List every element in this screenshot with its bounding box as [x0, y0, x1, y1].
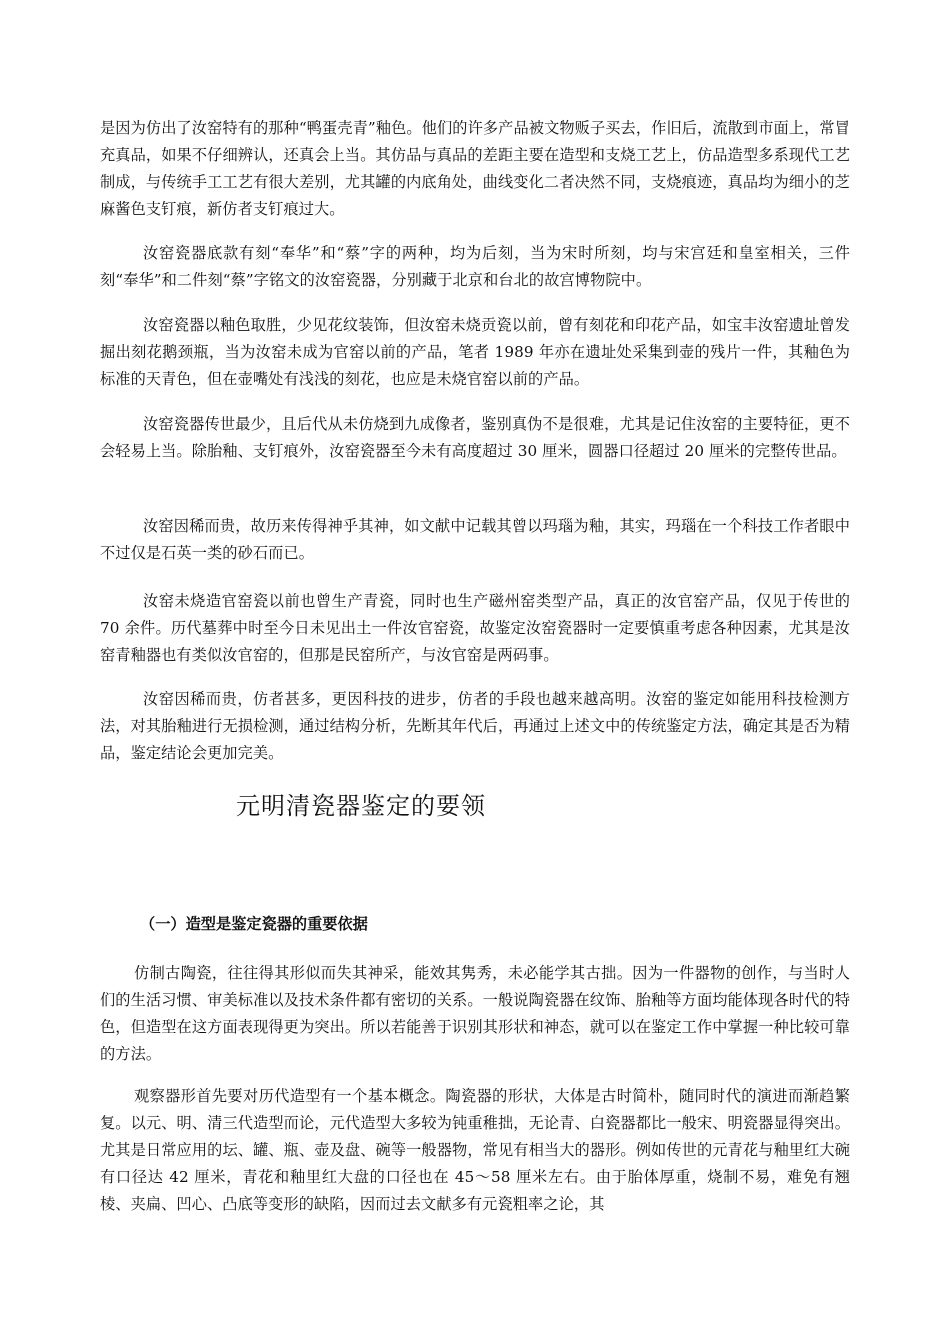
section-paragraph-1: 仿制古陶瓷，往往得其形似而失其神采，能效其隽秀，未必能学其古拙。因为一件器物的创作，与当时人们的生活习惯、审美标准以及技术条件都有密切的关系。一般说陶瓷器在纹饰、胎釉等方面均能体现各时代的特色，但造型在这方面表现得更为突出。所以若能善于识别其形状和神态，就可以在鉴定工作中掌握一种比较可靠的方法。: [100, 964, 850, 1063]
paragraph-5: 汝窑因稀而贵，故历来传得神乎其神，如文献中记载其曾以玛瑙为釉，其实，玛瑙在一个科技工作者眼中不过仅是石英一类的砂石而已。: [100, 517, 850, 562]
paragraph-2: 汝窑瓷器底款有刻“奉华”和“蔡”字的两种，均为后刻，当为宋时所刻，均与宋宫廷和皇室相关，三件刻“奉华”和二件刻“蔡”字铭文的汝窑瓷器，分别藏于北京和台北的故宫博物院中。: [100, 244, 850, 289]
section-paragraph-2: 观察器形首先要对历代造型有一个基本概念。陶瓷器的形状，大体是古时简朴，随同时代的演进而渐趋繁复。以元、明、清三代造型而论，元代造型大多较为钝重稚拙，无论青、白瓷器都比一般宋、明瓷器显得突出。尤其是日常应用的坛、罐、瓶、壶及盘、碗等一般器物，常见有相当大的器形。例如传世的元青花与釉里红大碗有口径达 42 厘米，青花和釉里红大盘的口径也在 45～58 厘米左右。由于胎体厚重，烧制不易，难免有翘棱、夹扁、凹心、凸底等变形的缺陷，因而过去文献多有元瓷粗率之论，其: [100, 1087, 850, 1213]
paragraph-6: 汝窑未烧造官窑瓷以前也曾生产青瓷，同时也生产磁州窑类型产品，真正的汝官窑产品，仅见于传世的 70 余件。历代墓葬中时至今日未见出土一件汝官窑瓷，故鉴定汝窑瓷器时一定要慎重考虑各种因素，尤其是汝窑青釉器也有类似汝官窑的，但那是民窑所产，与汝官窑是两码事。: [100, 592, 850, 664]
section-title: 元明清瓷器鉴定的要领: [236, 792, 486, 820]
paragraph-3: 汝窑瓷器以釉色取胜，少见花纹装饰，但汝窑未烧贡瓷以前，曾有刻花和印花产品，如宝丰汝窑遗址曾发掘出刻花鹅颈瓶，当为汝窑未成为官窑以前的产品，笔者 1989 年亦在遗址处采集到壶的残片一件，其釉色为标准的天青色，但在壶嘴处有浅浅的刻花，也应是未烧官窑以前的产品。: [100, 316, 850, 388]
paragraph-7: 汝窑因稀而贵，仿者甚多，更因科技的进步，仿者的手段也越来越高明。汝窑的鉴定如能用科技检测方法，对其胎釉进行无损检测，通过结构分析，先断其年代后，再通过上述文中的传统鉴定方法，确定其是否为精品，鉴定结论会更加完美。: [100, 690, 850, 762]
paragraph-1: 是因为仿出了汝窑特有的那种“鸭蛋壳青”釉色。他们的许多产品被文物贩子买去，作旧后，流散到市面上，常冒充真品，如果不仔细辨认，还真会上当。其仿品与真品的差距主要在造型和支烧工艺上，仿品造型多系现代工艺制成，与传统手工工艺有很大差别，尤其罐的内底角处，曲线变化二者决然不同，支烧痕迹，真品均为细小的芝麻酱色支钉痕，新仿者支钉痕过大。: [100, 119, 850, 218]
paragraph-4: 汝窑瓷器传世最少，且后代从未仿烧到九成像者，鉴别真伪不是很难，尤其是记住汝窑的主要特征，更不会轻易上当。除胎釉、支钉痕外，汝窑瓷器至今未有高度超过 30 厘米，圆器口径超过 20 厘米的完整传世品。: [100, 415, 850, 460]
subsection-title: （一）造型是鉴定瓷器的重要依据: [140, 915, 368, 933]
